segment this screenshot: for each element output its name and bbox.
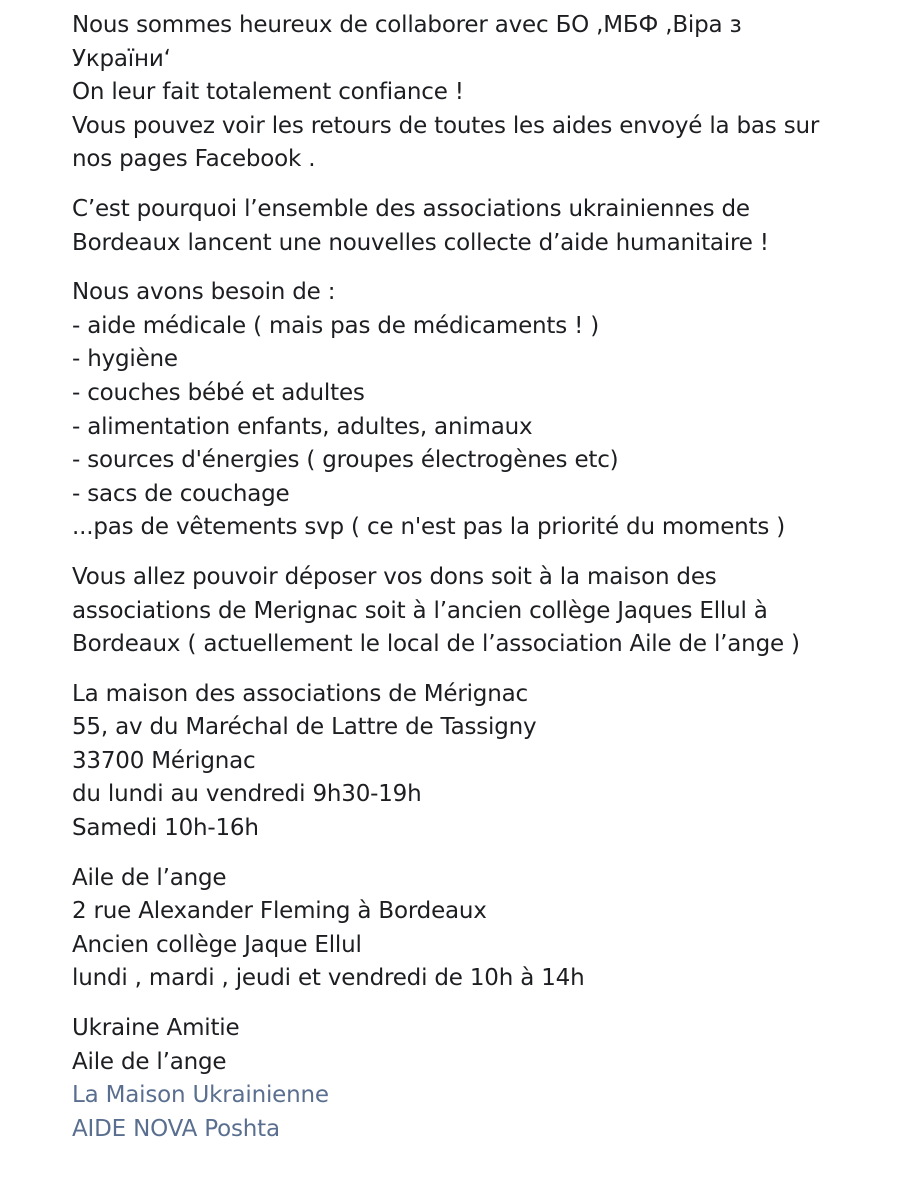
needs-heading: Nous avons besoin de :	[72, 279, 336, 306]
list-item: - couches bébé et adultes	[72, 379, 365, 406]
address-line: La maison des associations de Mérignac	[72, 680, 528, 707]
list-item: - hygiène	[72, 346, 178, 373]
post-body	[72, 9, 842, 1162]
depot-paragraph	[72, 561, 842, 662]
opening-hours: du lundi au vendredi 9h30-19h	[72, 781, 422, 808]
signature-name: Ukraine Amitie	[72, 1015, 240, 1042]
collecte-text: C’est pourquoi l’ensemble des associations ukrainiennes de Bordeaux lancent une nouvelles collecte d’aide humanitaire !	[72, 195, 769, 256]
intro-line: Nous sommes heureux de collaborer avec БО ,МБФ ,Віра з Україниʻ	[72, 12, 742, 72]
list-item: - aide médicale ( mais pas de médicaments ! )	[72, 312, 600, 339]
list-item: ...pas de vêtements svp ( ce n'est pas la priorité du moments )	[72, 514, 786, 541]
address-line: Ancien collège Jaque Ellul	[72, 931, 362, 958]
aile-address	[72, 862, 842, 996]
signature-name: Aile de l’ange	[72, 1048, 227, 1075]
list-item: - sources d'énergies ( groupes électrogènes etc)	[72, 447, 619, 474]
opening-hours: Samedi 10h-16h	[72, 815, 259, 842]
collecte-paragraph	[72, 193, 842, 260]
intro-line: Vous pouvez voir les retours de toutes les aides envoyé la bas sur nos pages Facebook .	[72, 112, 820, 173]
address-line: 55, av du Maréchal de Lattre de Tassigny	[72, 714, 537, 741]
address-line: 2 rue Alexander Fleming à Bordeaux	[72, 898, 487, 925]
needs-list	[72, 276, 842, 545]
signatures	[72, 1012, 842, 1146]
depot-text: Vous allez pouvoir déposer vos dons soit à la maison des associations de Merignac soit à l’ancien collège Jaques Ellul à Bordeaux ( actuellement le local de l’association Aile de l’ange )	[72, 563, 800, 658]
merignac-address	[72, 678, 842, 846]
page-link-maison-ukrainienne[interactable]: La Maison Ukrainienne	[72, 1082, 329, 1109]
opening-hours: lundi , mardi , jeudi et vendredi de 10h à 14h	[72, 965, 585, 992]
list-item: - alimentation enfants, adultes, animaux	[72, 413, 533, 440]
page-link-aide-nova-poshta[interactable]: AIDE NOVA Poshta	[72, 1115, 280, 1142]
intro-paragraph	[72, 9, 842, 177]
address-line: 33700 Mérignac	[72, 747, 256, 774]
address-line: Aile de l’ange	[72, 864, 227, 891]
list-item: - sacs de couchage	[72, 480, 290, 507]
intro-line: On leur fait totalement confiance !	[72, 79, 464, 106]
